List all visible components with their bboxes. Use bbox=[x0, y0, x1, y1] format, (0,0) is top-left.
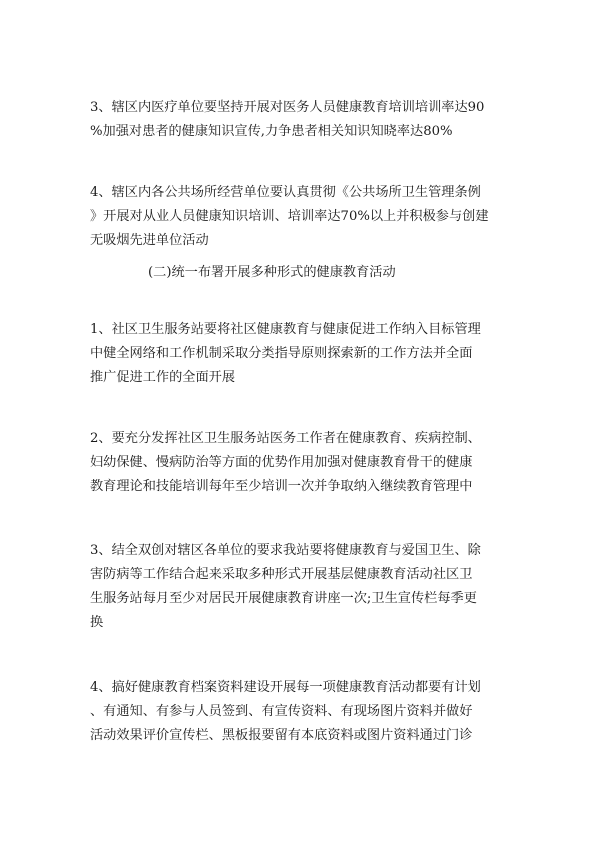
text-line: 活动效果评价宣传栏、黑板报要留有本底资料或图片资料通过门诊 bbox=[90, 728, 473, 743]
paragraph-item-4-archive-records bbox=[90, 676, 510, 748]
text-line: 教育理论和技能培训每年至少培训一次并争取纳入继续教育管理中 bbox=[90, 479, 473, 494]
paragraph-item-1-community-station bbox=[90, 318, 510, 390]
text-line: 推广促进工作的全面开展 bbox=[90, 370, 236, 385]
text-line: 4、搞好健康教育档案资料建设开展每一项健康教育活动都要有计划 bbox=[90, 680, 481, 695]
section-heading: (二)统一布署开展多种形式的健康教育活动 bbox=[148, 265, 396, 280]
text-line: 》开展对从业人员健康知识培训、培训率达70%以上并积极参与创建 bbox=[90, 209, 489, 224]
text-line: %加强对患者的健康知识宣传,力争患者相关知识知晓率达80% bbox=[90, 124, 453, 139]
text-line: 害防病等工作结合起来采取多种形式开展基层健康教育活动社区卫 bbox=[90, 567, 473, 582]
text-line: 1、社区卫生服务站要将社区健康教育与健康促进工作纳入目标管理 bbox=[90, 322, 481, 337]
paragraph-item-2-medical-workers bbox=[90, 427, 510, 499]
text-line: 2、要充分发挥社区卫生服务站医务工作者在健康教育、疾病控制、 bbox=[90, 431, 481, 446]
text-line: 换 bbox=[90, 615, 104, 630]
text-line: 妇幼保健、慢病防治等方面的优势作用加强对健康教育骨干的健康 bbox=[90, 455, 473, 470]
text-line: 中健全网络和工作机制采取分类指导原则探索新的工作方法并全面 bbox=[90, 346, 473, 361]
text-line: 4、辖区内各公共场所经营单位要认真贯彻《公共场所卫生管理条例 bbox=[90, 185, 481, 200]
text-line: 3、结全双创对辖区各单位的要求我站要将健康教育与爱国卫生、除 bbox=[90, 543, 481, 558]
paragraph-item-3-medical-units bbox=[90, 96, 510, 144]
paragraph-item-3-dual-creation bbox=[90, 539, 510, 635]
text-line: 、有通知、有参与人员签到、有宣传资料、有现场图片资料并做好 bbox=[90, 704, 473, 719]
text-line: 3、辖区内医疗单位要坚持开展对医务人员健康教育培训培训率达90 bbox=[90, 100, 485, 115]
paragraph-item-4-public-venues bbox=[90, 181, 510, 253]
text-line: 无吸烟先进单位活动 bbox=[90, 233, 209, 248]
text-line: 生服务站每月至少对居民开展健康教育讲座一次;卫生宣传栏每季更 bbox=[90, 591, 477, 606]
